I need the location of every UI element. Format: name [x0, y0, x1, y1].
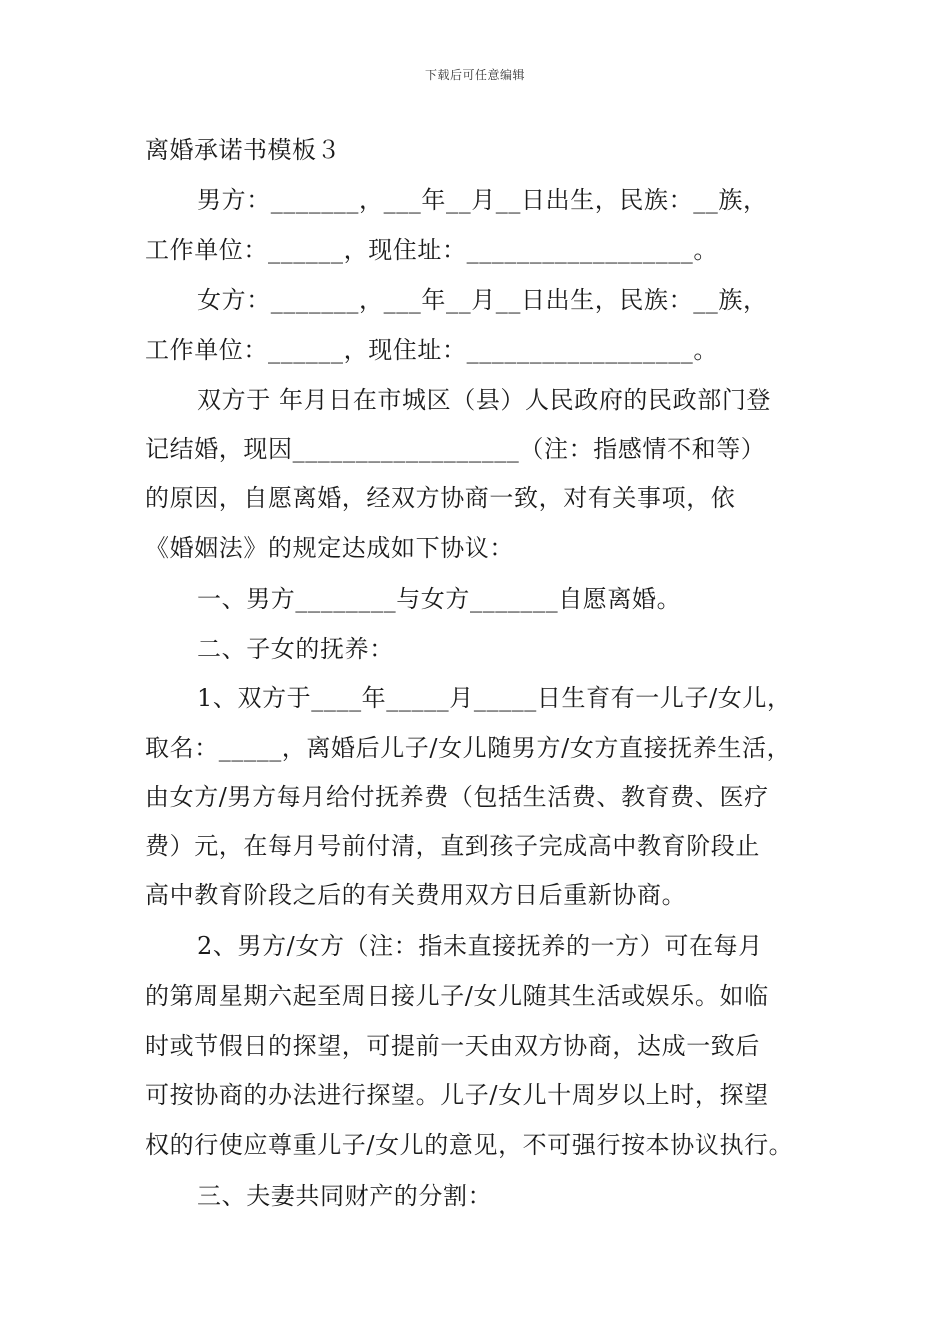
paragraph-line: 1、双方于____年_____月_____日生育有一儿子/女儿， [197, 684, 792, 712]
paragraph-line: 三、夫妻共同财产的分割： [197, 1182, 493, 1210]
paragraph-line: 工作单位：______，现住址：__________________。 [145, 336, 718, 364]
paragraph-line: 《婚姻法》的规定达成如下协议： [145, 534, 514, 562]
document-title: 离婚承诺书模板３ [145, 136, 341, 164]
paragraph-line: 时或节假日的探望，可提前一天由双方协商，达成一致后 [145, 1032, 760, 1060]
paragraph-line: 男方：_______，___年__月__日出生，民族：__族， [197, 186, 768, 214]
paragraph-line: 一、男方________与女方_______自愿离婚。 [197, 585, 682, 613]
paragraph-line: 双方于 年月日在市城区（县）人民政府的民政部门登 [197, 386, 772, 414]
paragraph-line: 2、男方/女方（注：指未直接抚养的一方）可在每月 [197, 932, 763, 960]
paragraph-line: 费）元，在每月号前付清，直到孩子完成高中教育阶段止 [145, 832, 760, 860]
paragraph-line: 女方：_______，___年__月__日出生，民族：__族， [197, 286, 768, 314]
paragraph-line: 二、子女的抚养： [197, 635, 394, 663]
paragraph-line: 权的行使应尊重儿子/女儿的意见，不可强行按本协议执行。 [145, 1131, 794, 1159]
paragraph-line: 工作单位：______，现住址：__________________。 [145, 236, 718, 264]
paragraph-line: 由女方/男方每月给付抚养费（包括生活费、教育费、医疗 [145, 783, 769, 811]
paragraph-line: 记结婚，现因__________________（注：指感情不和等） [145, 435, 766, 463]
paragraph-line: 的第周星期六起至周日接儿子/女儿随其生活或娱乐。如临 [145, 982, 769, 1010]
header-note: 下载后可任意编辑 [424, 68, 525, 82]
paragraph-line: 可按协商的办法进行探望。儿子/女儿十周岁以上时，探望 [145, 1081, 769, 1109]
paragraph-line: 取名：_____，离婚后儿子/女儿随男方/女方直接抚养生活， [145, 734, 792, 762]
paragraph-line: 的原因，自愿离婚，经双方协商一致，对有关事项，依 [145, 484, 736, 512]
paragraph-line: 高中教育阶段之后的有关费用双方日后重新协商。 [145, 881, 687, 909]
